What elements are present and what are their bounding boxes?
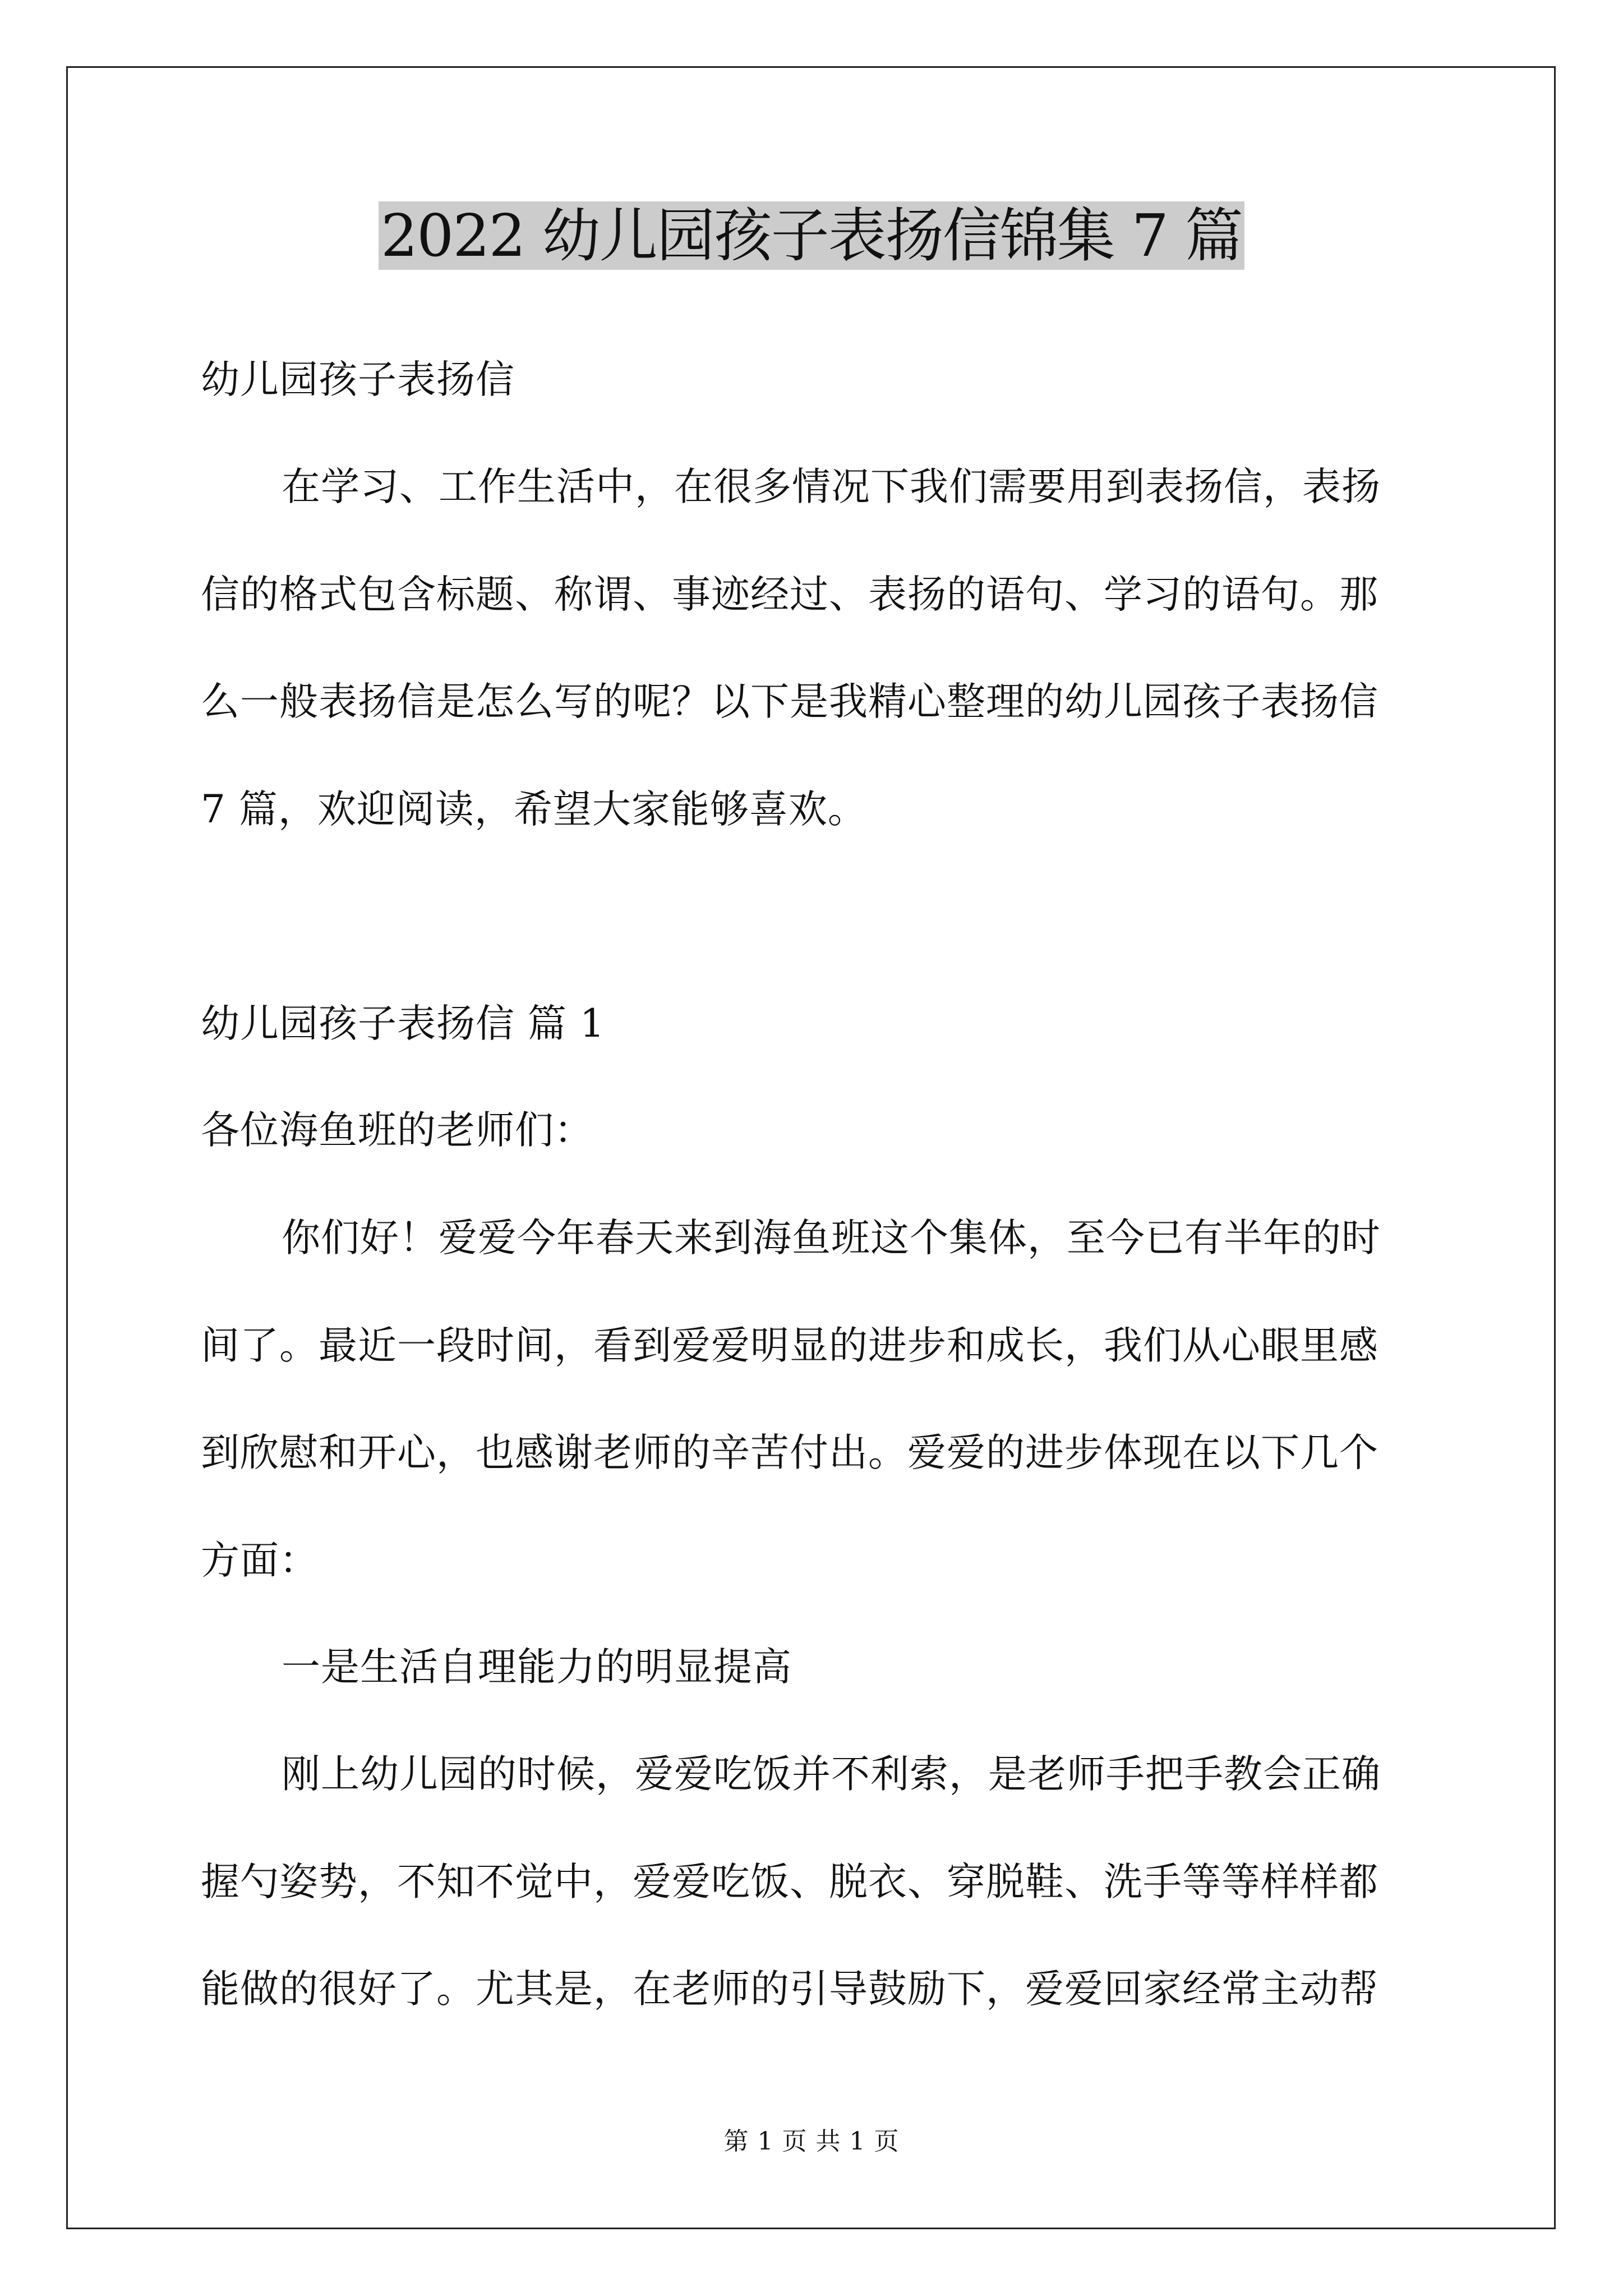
- body-p1-line-1: 你们好！爱爱今年春天来到海鱼班这个集体，至今已有半年的时: [282, 1216, 1381, 1260]
- section-heading: 幼儿园孩子表扬信 篇 1: [201, 1001, 605, 1046]
- document-title: [0, 196, 1623, 275]
- page-footer: 第 1 页 共 1 页: [723, 2127, 900, 2156]
- intro-line-3: 么一般表扬信是怎么写的呢？以下是我精心整理的幼儿园孩子表扬信: [201, 679, 1378, 724]
- intro-line-1: 在学习、工作生活中，在很多情况下我们需要用到表扬信，表扬: [282, 464, 1381, 509]
- intro-line-2: 信的格式包含标题、称谓、事迹经过、表扬的语句、学习的语句。那: [201, 572, 1378, 617]
- document-subtitle: 幼儿园孩子表扬信: [201, 357, 515, 402]
- body-p2-line-1: 刚上幼儿园的时候，爱爱吃饭并不利索，是老师手把手教会正确: [282, 1752, 1381, 1797]
- document-title-text: 2022 幼儿园孩子表扬信锦集 7 篇: [379, 201, 1244, 270]
- body-p1-line-4: 方面：: [201, 1538, 319, 1583]
- body-p1-line-3: 到欣慰和开心，也感谢老师的辛苦付出。爱爱的进步体现在以下几个: [201, 1430, 1378, 1475]
- body-p2-line-2: 握勺姿势，不知不觉中，爱爱吃饭、脱衣、穿脱鞋、洗手等等样样都: [201, 1860, 1378, 1904]
- body-p1-line-2: 间了。最近一段时间，看到爱爱明显的进步和成长，我们从心眼里感: [201, 1323, 1378, 1368]
- body-p2-line-3: 能做的很好了。尤其是，在老师的引导鼓励下，爱爱回家经常主动帮: [201, 1967, 1378, 2012]
- point-heading: 一是生活自理能力的明显提高: [282, 1645, 792, 1690]
- intro-line-4: 7 篇，欢迎阅读，希望大家能够喜欢。: [201, 787, 867, 832]
- salutation: 各位海鱼班的老师们：: [201, 1108, 593, 1153]
